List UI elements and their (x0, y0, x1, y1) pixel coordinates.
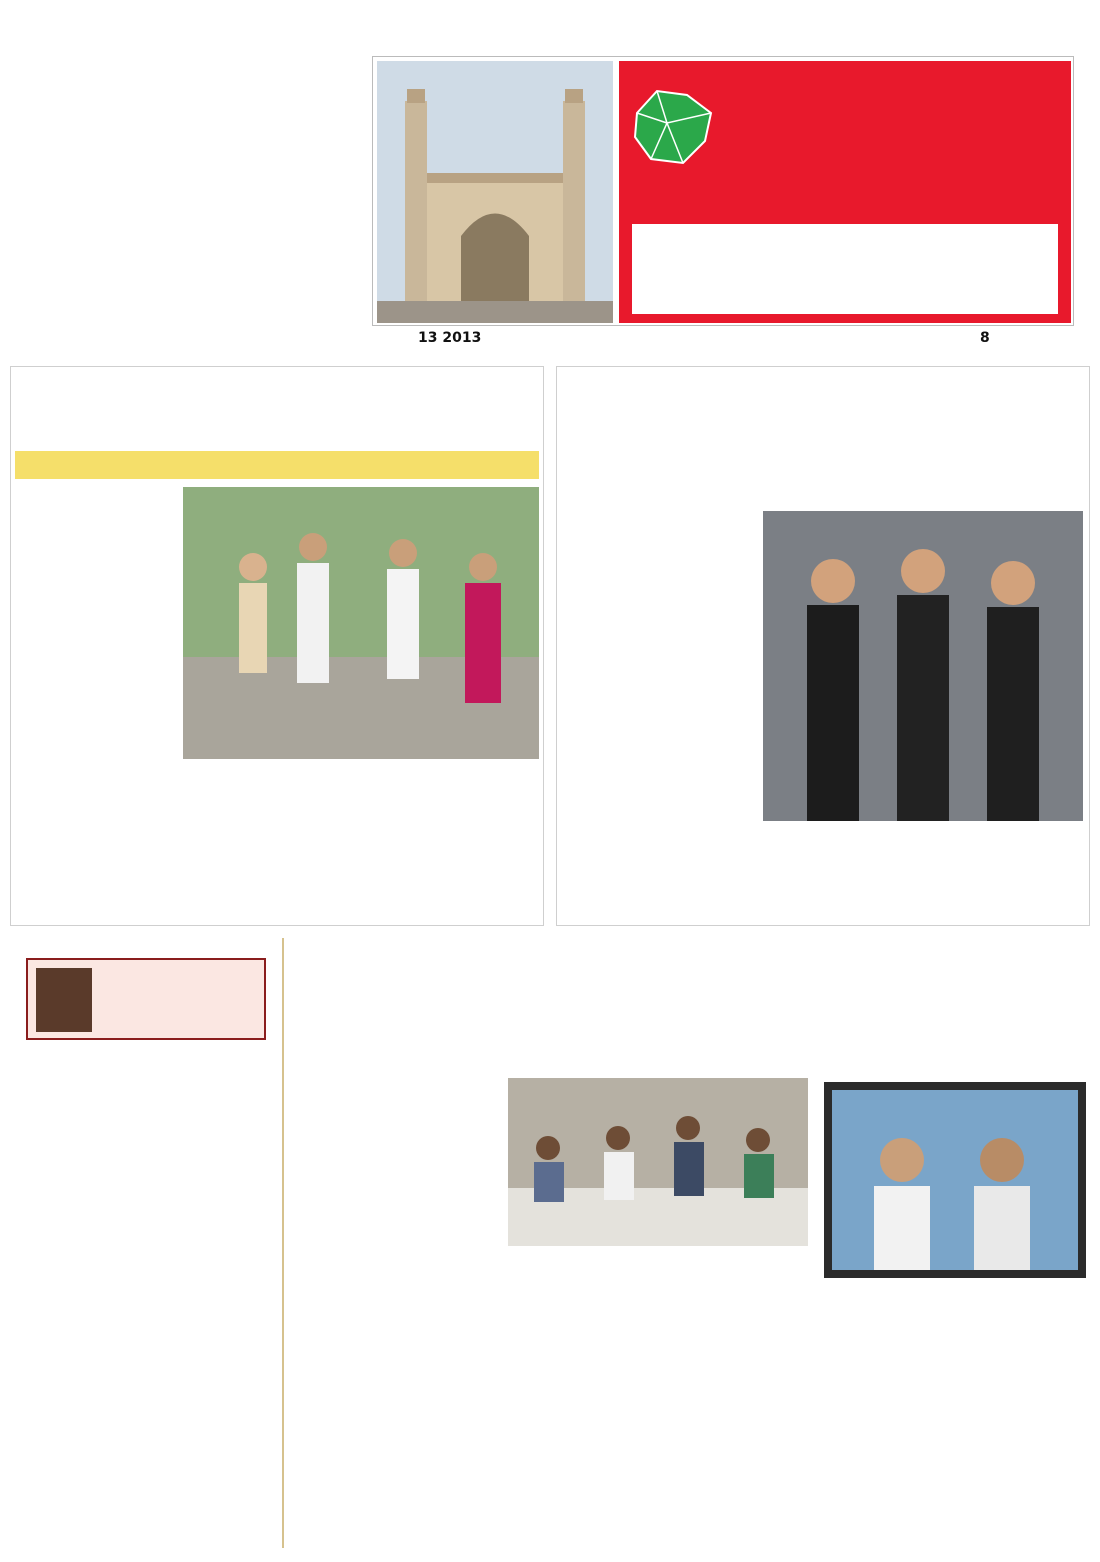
story-grant-bottom (17, 791, 537, 921)
story-left-top-headline (34, 60, 359, 92)
charminar-icon (377, 61, 613, 323)
telangana-map (627, 83, 719, 173)
story-education (556, 366, 1090, 926)
video-conference-photo (824, 1082, 1086, 1278)
story-voters-headline (296, 932, 1090, 1028)
author-portrait (36, 968, 92, 1032)
poem-body (22, 1104, 272, 1524)
story-voters-col2 (512, 1252, 816, 1546)
column-akshara (14, 938, 284, 1548)
masthead-city (629, 221, 1061, 317)
story-voters-deck (376, 1036, 1086, 1070)
poem-title (134, 1064, 264, 1094)
students-icon (763, 511, 1083, 821)
page-count (980, 330, 1070, 352)
video-conference-icon (832, 1090, 1078, 1270)
column-logo (26, 958, 266, 1040)
meeting-icon (508, 1078, 808, 1246)
story-voters-col1 (296, 1074, 506, 1546)
page-count-value: 8 (980, 330, 990, 346)
story-grant-col1 (17, 491, 177, 787)
officials-walking-photo (183, 487, 539, 759)
story-education-col1 (565, 515, 757, 815)
masthead (372, 56, 1074, 326)
story-grant (10, 366, 544, 926)
story-voters (296, 932, 1090, 1552)
students-photo (763, 511, 1083, 821)
story-education-headline (557, 423, 1089, 493)
column-logo-title (98, 964, 262, 1014)
story-grant-headline (11, 367, 543, 437)
meeting-photo (508, 1078, 808, 1246)
issue-day: 13 (418, 330, 438, 346)
issue-date (418, 330, 718, 352)
issue-year: 2013 (442, 330, 482, 346)
poem-author (124, 1512, 274, 1532)
story-voters-col3 (824, 1284, 1086, 1546)
column-logo-subtitle (178, 1016, 262, 1036)
people-walking-icon (183, 487, 539, 759)
masthead-name (719, 71, 1065, 211)
story-education-kicker (557, 389, 1089, 423)
story-left-top (14, 60, 359, 360)
charminar-photo (377, 61, 613, 323)
story-grant-deck (15, 451, 539, 479)
masthead-banner (619, 61, 1071, 323)
story-education-bottom (565, 819, 1083, 921)
